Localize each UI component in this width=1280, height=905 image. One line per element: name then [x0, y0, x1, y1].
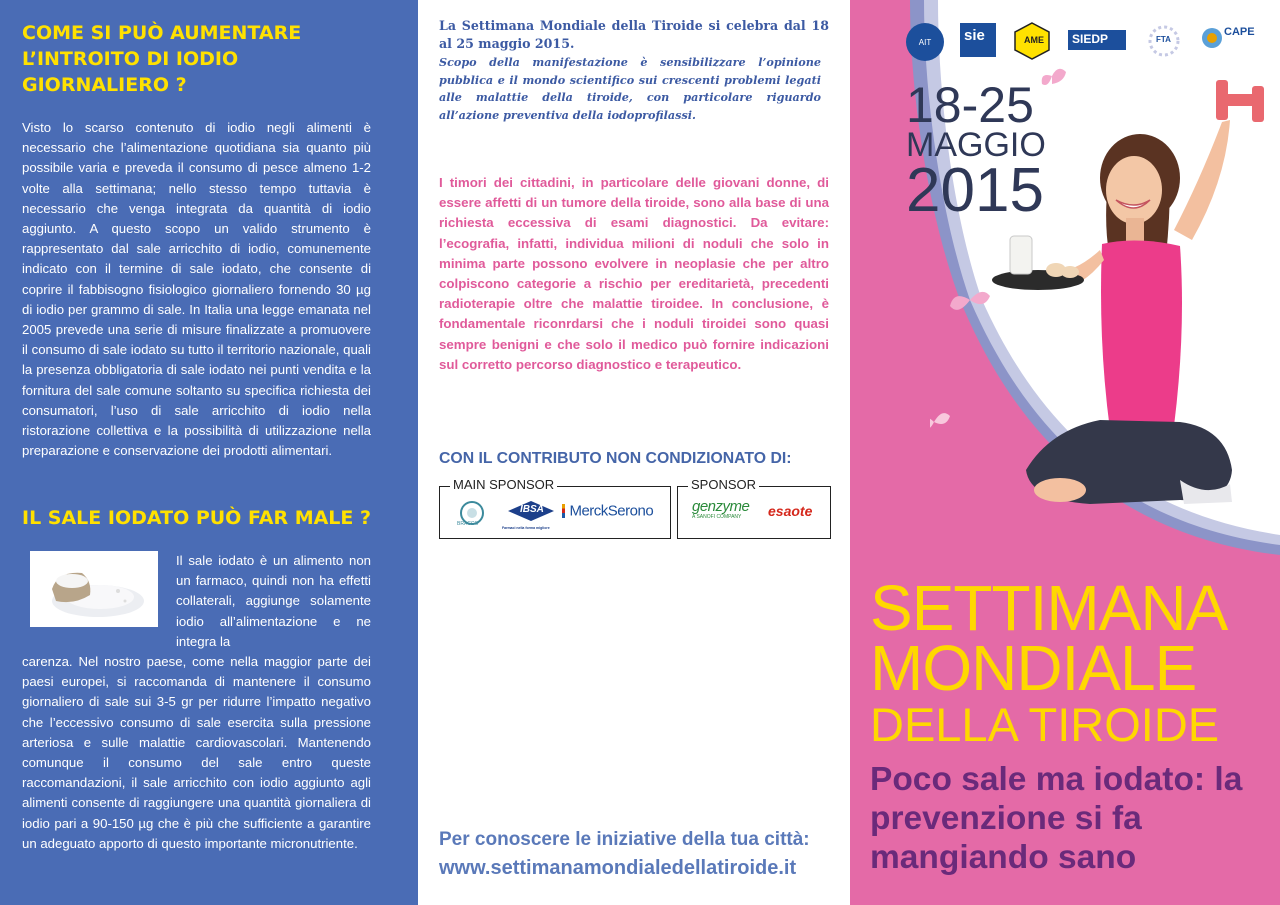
sie-logo [960, 23, 996, 57]
siedp-logo [1068, 30, 1126, 50]
main-sponsor-box [439, 477, 671, 539]
date-month: MAGGIO [906, 126, 1046, 164]
genzyme-logo-text: genzyme [692, 498, 750, 515]
date-year: 2015 [906, 156, 1044, 225]
heading-iodized-salt: IL SALE IODATO PUÒ FAR MALE ? [22, 507, 372, 529]
sponsor-label: SPONSOR [688, 477, 759, 492]
title-della-tiroide: DELLA TIROIDE [870, 698, 1220, 751]
bracco-logo-text: BRACCO [457, 521, 479, 527]
ame-logo [1012, 21, 1052, 61]
bracco-logo [454, 499, 490, 531]
genzyme-tagline: A SANOFI COMPANY [692, 514, 742, 520]
fta-logo-text: FTA [1156, 35, 1171, 44]
merck-logo-text: MerckSerono [569, 502, 654, 520]
title-settimana: SETTIMANA [870, 572, 1228, 644]
paragraph-salt-safe-a: Il sale iodato è un alimento non un farmaco, quindi non ha effetti collaterali, aggiunge solamente iodio all’alimentazione e ne integra la [176, 553, 371, 649]
salt-image [30, 551, 158, 627]
ibsa-logo [502, 499, 560, 533]
esaote-logo: esaote [768, 503, 813, 519]
paragraph-salt-safe-b: carenza. Nel nostro paese, come nella maggior parte dei paesi europei, si raccomanda di mantenere il consumo giornaliero di sale sui 3-5 gr per ridurre l’impatto negativo che l’eccessivo consumo di sale esercita sulla pressione arteriosa e sulle malattie cardiovascolari. Mantenendo comunque il consumo del sale entro queste raccomandazioni, il sale arricchito con iodio aggiunto agli alimenti consente di raggiungere una quantità giornaliera di iodio pari a 90-150 µg che è più che sufficiente a garantire un adeguato apporto di questo importante micronutriente. [22, 654, 371, 851]
thyroid-nodules-text: I timori dei cittadini, in particolare delle giovani donne, di essere affetti di un tumore della tiroide, sono alla base di una richiesta eccessiva di esami diagnostici. Da evitare: l’ecografia, infatti, individua milioni di noduli che solo in minima parte possono evolvere in neoplasie che per altro colpiscono categorie a rischio per ereditarietà, precedenti radioterapie oltre che malattie tiroidee. In conclusione, è fondamentale riconrdarsi che i noduli tiroidei sono quasi sempre benigni e che solo il medico può fornire indicazioni sul corretto percorso diagnostico e terapeutico. [439, 175, 829, 372]
merck-logo-mark [562, 504, 565, 518]
woman-with-dumbbell-illustration [930, 60, 1280, 520]
left-panel [0, 0, 418, 905]
ame-logo-text: AME [1024, 35, 1044, 45]
ibsa-tagline: Farmaci nella forma migliore [502, 526, 550, 530]
cta-text: Per conoscere le iniziative della tua città: [439, 829, 810, 850]
event-purpose-text: Scopo della manifestazione è sensibilizzare l’opinione pubblica e il mondo scientifico sui crescenti problemi legati alle malattie della tiroide, con particolare riguardo all’azione preventiva della iodoprofilassi. [439, 55, 821, 122]
date-days: 18-25 [906, 77, 1034, 133]
fta-logo [1144, 23, 1184, 59]
sponsors-heading: CON IL CONTRIBUTO NON CONDIZIONATO DI: [439, 450, 792, 467]
ibsa-logo-text: IBSA [520, 504, 544, 515]
paragraph-iodine-intake: Visto lo scarso contenuto di iodio negli alimenti è necessario che l’alimentazione quotidiana sia quanto più possibile varia e preveda il consumo di pesce almeno 1-2 volte alla settimana; nello stesso tempo tuttavia è necessario che venga integrata da quantità di iodio aggiunto. A questo scopo un valido strumento è rappresentato dal sale arricchito di iodio, comunemente indicato con il termine di sale iodato, che consente di coprire il fabbisogno fisiologico giornaliero fornendo 30 µg di iodio per grammo di sale. In Italia una legge emanata nel 2005 prevede una serie di misure finalizzate a promuovere il consumo di sale iodato su tutto il territorio nazionale, quali la presenza obbligatoria di sale iodato nei punti vendita e la fornitura del sale comune soltanto su specifica richiesta dei consumatori, l’uso di sale arricchito di iodio nella ristorazione collettiva e la possibilità di utilizzazione nella preparazione e conservazione dei prodotti alimentari. [22, 120, 371, 459]
cape-logo-text: CAPE [1224, 26, 1255, 38]
sponsor-box [677, 477, 831, 539]
cape-logo [1200, 23, 1260, 59]
ait-logo [906, 23, 944, 61]
title-mondiale: MONDIALE [870, 632, 1197, 704]
ait-logo-text: AIT [918, 38, 932, 47]
genzyme-logo [692, 499, 749, 521]
siedp-logo-text: SIEDP [1072, 32, 1109, 46]
main-sponsor-label: MAIN SPONSOR [450, 477, 557, 492]
heading-iodine-intake: COME SI PUÒ AUMENTARE L’INTROITO DI IODIO GIORNALIERO ? [22, 22, 302, 96]
right-panel [850, 0, 1280, 905]
sie-logo-text: sie [964, 27, 985, 44]
partner-logos [904, 20, 1274, 60]
slogan-text: Poco sale ma iodato: la prevenzione si fa mangiando sano [870, 761, 1243, 876]
event-dates-title: La Settimana Mondiale della Tiroide si celebra dal 18 al 25 maggio 2015. [439, 18, 829, 51]
website-link[interactable]: www.settimanamondialedellatiroide.it [439, 857, 797, 879]
merck-serono-logo [562, 502, 653, 520]
middle-panel [418, 0, 850, 905]
